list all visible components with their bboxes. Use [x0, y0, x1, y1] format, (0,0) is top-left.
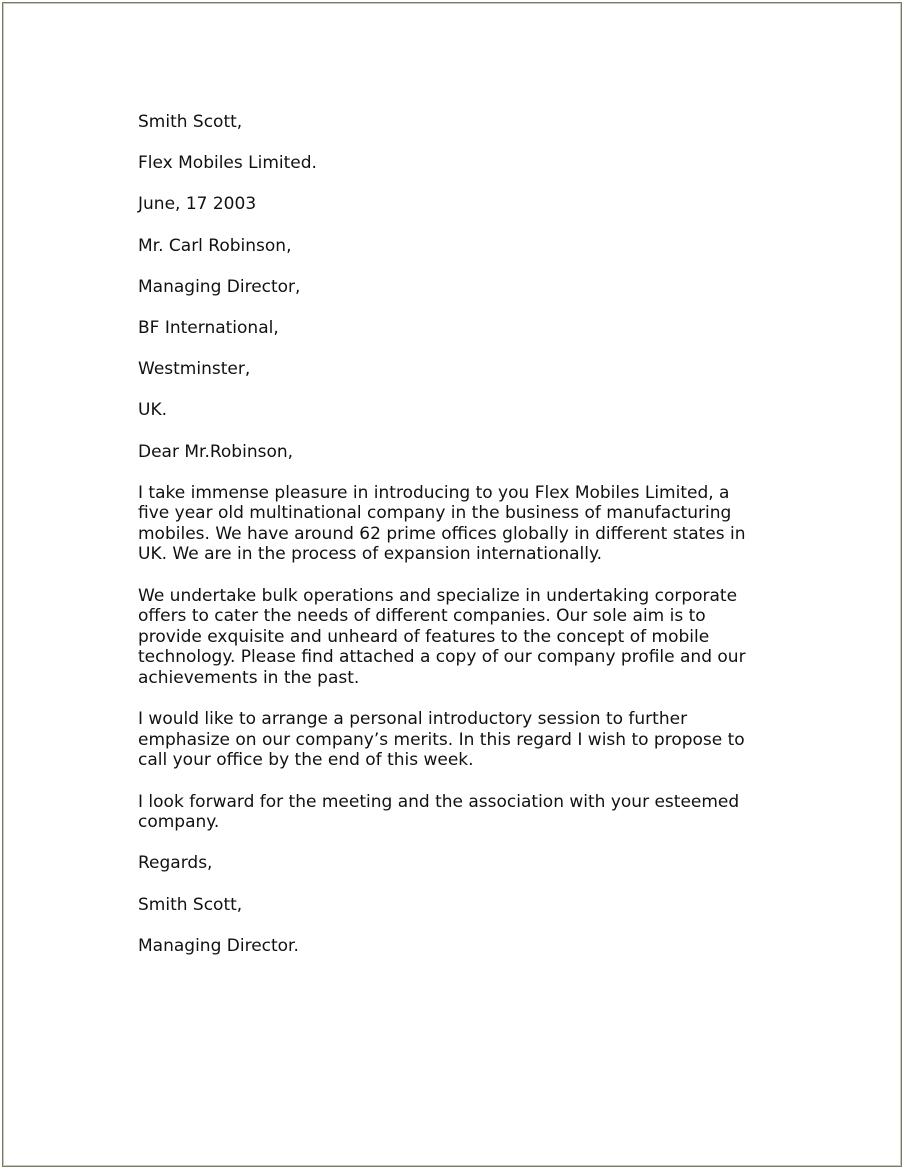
salutation: Dear Mr.Robinson,	[138, 441, 294, 462]
recipient-company: BF International,	[138, 317, 279, 338]
closing: Regards,	[138, 853, 213, 874]
body-paragraph-operations: We undertake bulk operations and specialize in undertaking corporate offers to cater the needs of different companies. Our sole aim is to provide exquisite and unheard of features to the concept of mobile technology. Please find attached a copy of our company profile and our achievements in the past.	[138, 585, 746, 689]
body-paragraph-meeting-request: I would like to arrange a personal introductory session to further emphasize on our company’s merits. In this regard I wish to propose to call your office by the end of this week.	[138, 709, 745, 771]
recipient-title: Managing Director,	[138, 276, 301, 297]
sender-name: Smith Scott,	[138, 112, 243, 132]
signature-name: Smith Scott,	[138, 894, 243, 915]
letter-date: June, 17 2003	[138, 194, 257, 215]
sender-company: Flex Mobiles Limited.	[138, 153, 317, 174]
recipient-name: Mr. Carl Robinson,	[138, 235, 292, 256]
letter-body	[138, 112, 778, 977]
recipient-country: UK.	[138, 400, 167, 421]
body-paragraph-closing: I look forward for the meeting and the association with your esteemed company.	[138, 791, 740, 833]
signature-title: Managing Director.	[138, 935, 299, 956]
recipient-city: Westminster,	[138, 359, 251, 380]
body-paragraph-introduction: I take immense pleasure in introducing to you Flex Mobiles Limited, a five year old multinational company in the business of manufacturing mobiles. We have around 62 prime offices globally in different states in UK. We are in the process of expansion internationally.	[138, 482, 746, 565]
document-page	[2, 2, 902, 1167]
